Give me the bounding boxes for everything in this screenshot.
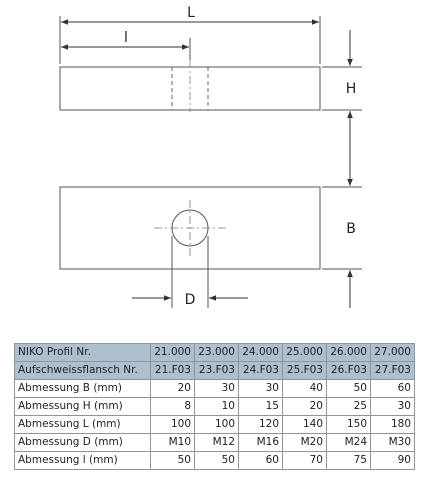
- dimension-label-B: B: [346, 221, 356, 237]
- dimension-label-H: H: [345, 81, 357, 97]
- table-cell: M30: [371, 434, 415, 452]
- dimension-label-l: l: [124, 30, 128, 46]
- table-cell: M16: [239, 434, 283, 452]
- row-label: Abmessung l (mm): [15, 452, 151, 470]
- table-header-row: [15, 362, 415, 380]
- table-row: [15, 380, 415, 398]
- table-cell: 25.F03: [283, 362, 327, 380]
- table-cell: 20: [283, 398, 327, 416]
- table-cell: 50: [151, 452, 195, 470]
- table-cell: 100: [195, 416, 239, 434]
- table-cell: 40: [283, 380, 327, 398]
- table-cell: 25.000: [283, 344, 327, 362]
- table-cell: 140: [283, 416, 327, 434]
- table-cell: M12: [195, 434, 239, 452]
- table-row: [15, 416, 415, 434]
- table-cell: 26.000: [327, 344, 371, 362]
- table-cell: 25: [327, 398, 371, 416]
- table-cell: 23.F03: [195, 362, 239, 380]
- table-cell: 75: [327, 452, 371, 470]
- table-cell: 24.000: [239, 344, 283, 362]
- table-cell: 30: [371, 398, 415, 416]
- table-cell: 120: [239, 416, 283, 434]
- table-cell: 21.F03: [151, 362, 195, 380]
- table-cell: M10: [151, 434, 195, 452]
- row-label: Abmessung B (mm): [15, 380, 151, 398]
- table-cell: 50: [327, 380, 371, 398]
- table-cell: 20: [151, 380, 195, 398]
- table-cell: 27.000: [371, 344, 415, 362]
- row-label: Aufschweissflansch Nr.: [15, 362, 151, 380]
- table-cell: 60: [371, 380, 415, 398]
- table-cell: 30: [239, 380, 283, 398]
- table-cell: 21.000: [151, 344, 195, 362]
- table-cell: 8: [151, 398, 195, 416]
- table-cell: 27.F03: [371, 362, 415, 380]
- dimension-label-L: L: [187, 5, 195, 21]
- table-cell: M24: [327, 434, 371, 452]
- table-cell: M20: [283, 434, 327, 452]
- table-cell: 60: [239, 452, 283, 470]
- dimension-label-D: D: [184, 292, 196, 308]
- table-cell: 150: [327, 416, 371, 434]
- table-cell: 23.000: [195, 344, 239, 362]
- table-header-row: [15, 344, 415, 362]
- table-cell: 70: [283, 452, 327, 470]
- table-row: [15, 434, 415, 452]
- table-row: [15, 398, 415, 416]
- table-cell: 24.F03: [239, 362, 283, 380]
- row-label: NIKO Profil Nr.: [15, 344, 151, 362]
- table-cell: 180: [371, 416, 415, 434]
- table-cell: 50: [195, 452, 239, 470]
- row-label: Abmessung H (mm): [15, 398, 151, 416]
- table-cell: 100: [151, 416, 195, 434]
- table-row: [15, 452, 415, 470]
- table-cell: 30: [195, 380, 239, 398]
- table-cell: 10: [195, 398, 239, 416]
- table-cell: 26.F03: [327, 362, 371, 380]
- row-label: Abmessung L (mm): [15, 416, 151, 434]
- dimension-table: [14, 343, 415, 470]
- row-label: Abmessung D (mm): [15, 434, 151, 452]
- table-cell: 15: [239, 398, 283, 416]
- table-cell: 90: [371, 452, 415, 470]
